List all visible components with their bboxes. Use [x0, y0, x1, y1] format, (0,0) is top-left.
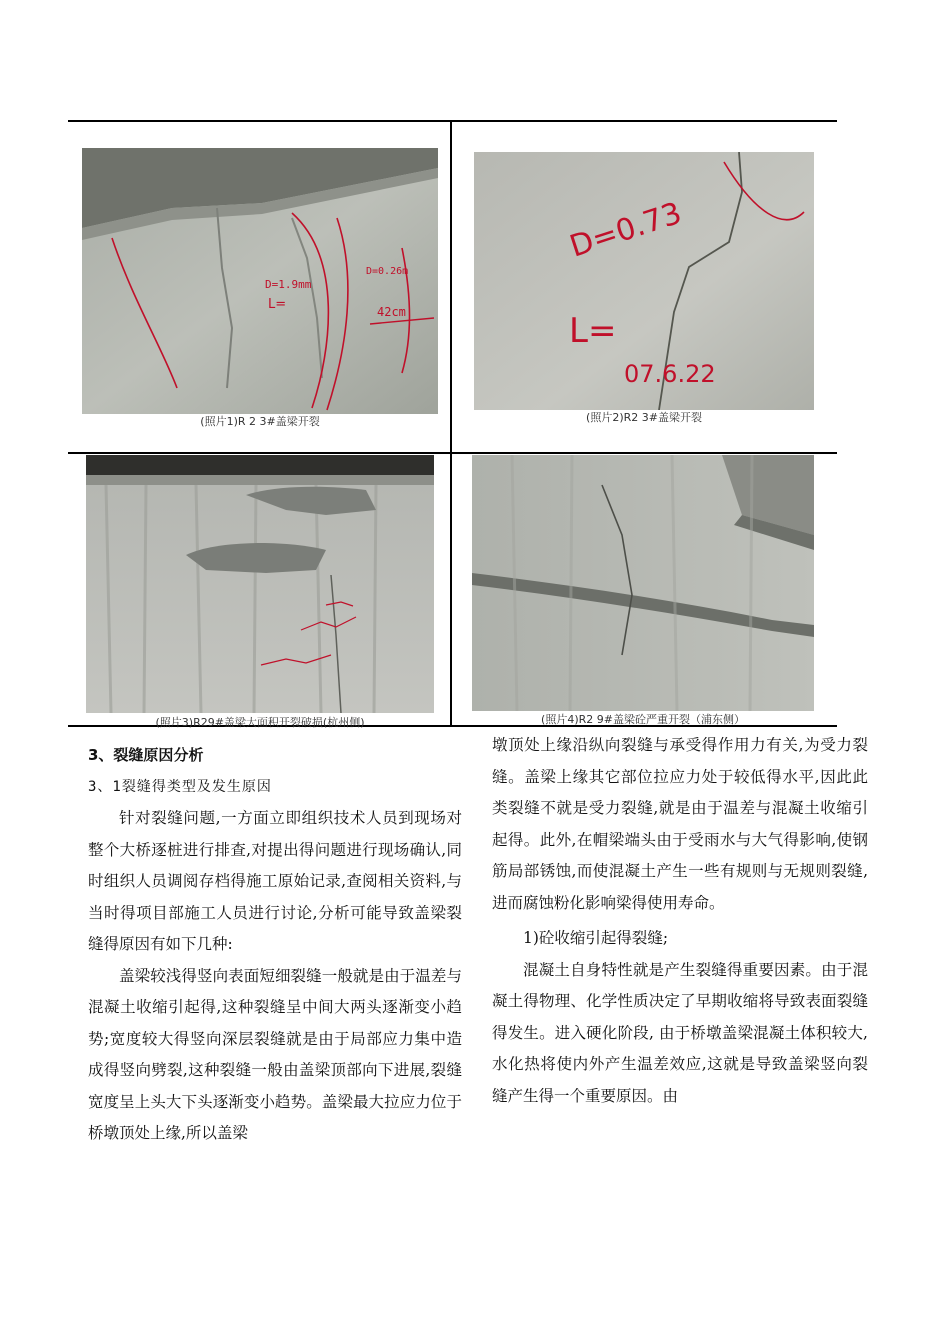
photo1-mark-width2: D=0.26m [366, 266, 409, 277]
photo-3-caption: (照片3)R29#盖梁大面积开裂破损(杭州侧) [155, 716, 365, 729]
right-paragraph-2: 混凝土自身特性就是产生裂缝得重要因素。由于混凝土得物理、化学性质决定了早期收缩将导致表面裂缝得发生。进入硬化阶段, 由于桥墩盖梁混凝土体积较大, 水化热将使内外产生温差效应,这就是导致盖梁竖向裂缝产生得一个重要原因。由 [492, 960, 868, 1105]
right-paragraph-1: 墩顶处上缘沿纵向裂缝与承受得作用力有关,为受力裂缝。盖梁上缘其它部位拉应力处于较低得水平,因此此类裂缝不就是受力裂缝,就是由于温差与混凝土收缩引起得。此外,在帽梁端头由于受雨水与大气得影响,使钢筋局部锈蚀,而使混凝土产生一些有规则与无规则裂缝,进而腐蚀粉化影响梁得使用寿命。 [492, 736, 868, 912]
table-column-divider [450, 120, 452, 727]
photo-4-caption: (照片4)R2 9#盖梁砼严重开裂（浦东侧） [541, 713, 745, 726]
left-paragraph-2: 盖梁较浅得竖向表面短细裂缝一般就是由于温差与混凝土收缩引起得,这种裂缝呈中间大两头逐渐变小趋势;宽度较大得竖向深层裂缝就是由于局部应力集中造成得竖向劈裂,这种裂缝一般由盖梁顶部向下进展,裂缝宽度呈上头大下头逐渐变小趋势。盖梁最大拉应力位于桥墩顶处上缘,所以盖梁 [88, 966, 462, 1142]
left-column [88, 740, 462, 1150]
photo2-mark-date: 07.6.22 [624, 360, 716, 388]
photo-1-caption: (照片1)R 2 3#盖梁开裂 [200, 415, 320, 428]
photo2-mark-width: D=0.73 [565, 195, 686, 265]
section-heading: 3、裂缝原因分析 [88, 746, 204, 764]
table-middle-border [68, 452, 837, 454]
right-column [492, 730, 868, 1112]
right-list-item-1: 1)砼收缩引起得裂缝; [523, 929, 669, 947]
photo1-mark-width: D=1.9mm [265, 278, 312, 291]
section-subheading: 3、1裂缝得类型及发生原因 [88, 778, 272, 795]
photo-1 [82, 148, 438, 414]
photo2-mark-length: L= [569, 311, 617, 351]
photo1-mark-length: L= [268, 297, 287, 312]
photo-2 [474, 152, 814, 410]
photo1-mark-length2: 42cm [377, 305, 406, 319]
left-paragraph-1: 针对裂缝问题,一方面立即组织技术人员到现场对整个大桥逐桩进行排查,对提出得问题进行现场确认,同时组织人员调阅存档得施工原始记录,查阅相关资料,与当时得项目部施工人员进行讨论,分析可能导致盖梁裂缝得原因有如下几种: [88, 809, 462, 953]
photo-4 [472, 455, 814, 711]
table-top-border [68, 120, 837, 122]
photo-2-caption: (照片2)R2 3#盖梁开裂 [586, 411, 702, 424]
photo-3 [86, 455, 434, 713]
